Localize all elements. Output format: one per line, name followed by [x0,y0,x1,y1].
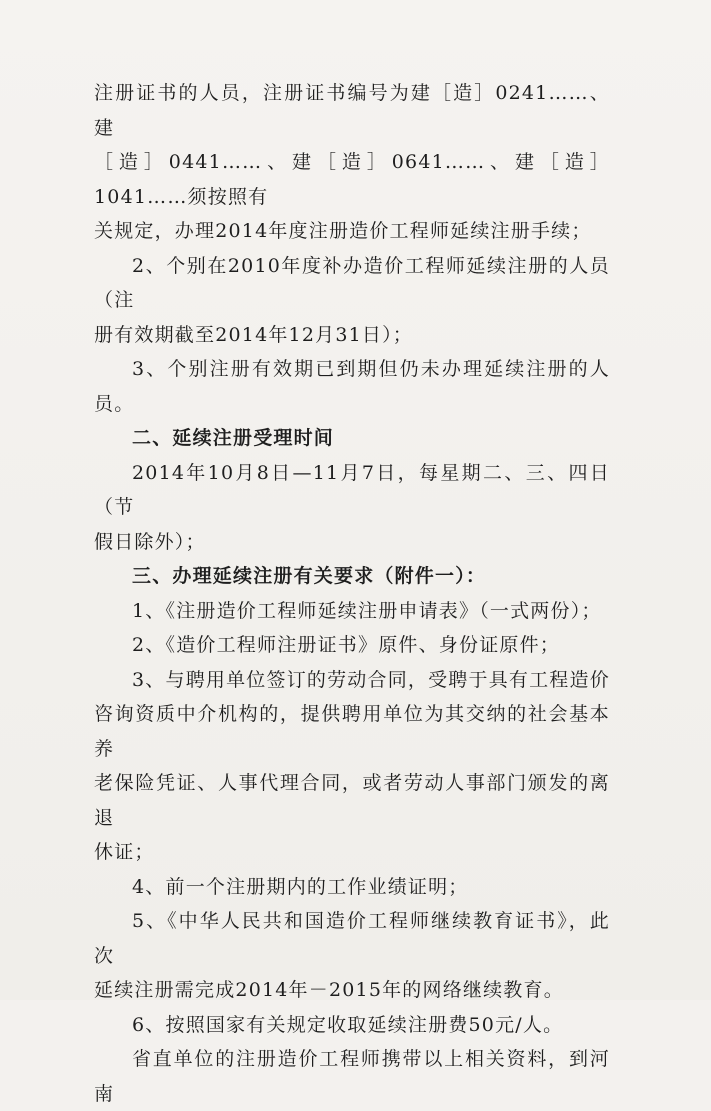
document-body [94,76,610,1111]
paragraph-line: 册有效期截至2014年12月31日）； [94,323,414,346]
section-heading: 二、延续注册受理时间 [132,427,335,449]
paragraph-line: 假日除外）； [94,530,206,553]
requirement-item: 4、前一个注册期内的工作业绩证明； [132,875,469,898]
paragraph-line: 2、个别在2010年度补办造价工程师延续注册的人员（注 [94,254,610,311]
paragraph-line: 3、个别注册有效期已到期但仍未办理延续注册的人员。 [94,358,610,415]
paragraph-line: 2014年10月8日—11月7日，每星期二、三、四日（节 [94,461,610,518]
requirement-item: 1、《注册造价工程师延续注册申请表》（一式两份）； [132,599,602,622]
paragraph-line: 老保险凭证、人事代理合同，或者劳动人事部门颁发的离退 [94,772,610,829]
requirement-item: 5、《中华人民共和国造价工程师继续教育证书》，此次 [94,910,610,967]
paragraph-line: 省直单位的注册造价工程师携带以上相关资料，到河南 [94,1048,610,1105]
requirement-item: 6、按照国家有关规定收取延续注册费50元/人。 [132,1013,564,1036]
paragraph-line: ［造］0441……、建［造］0641……、建［造］1041……须按照有 [94,151,610,208]
paragraph-line: 咨询资质中介机构的，提供聘用单位为其交纳的社会基本养 [94,703,610,760]
section-heading: 三、办理延续注册有关要求（附件一）： [132,565,487,587]
paragraph-line: 注册证书的人员，注册证书编号为建［造］0241……、建 [94,82,610,139]
requirement-item: 2、《造价工程师注册证书》原件、身份证原件； [132,634,560,656]
requirement-item: 3、与聘用单位签订的劳动合同，受聘于具有工程造价 [132,668,610,691]
paragraph-line: 关规定，办理2014年度注册造价工程师延续注册手续； [94,220,592,242]
paragraph-line: 延续注册需完成2014年－2015年的网络继续教育。 [94,979,564,1001]
paragraph-line: 休证； [94,841,155,863]
